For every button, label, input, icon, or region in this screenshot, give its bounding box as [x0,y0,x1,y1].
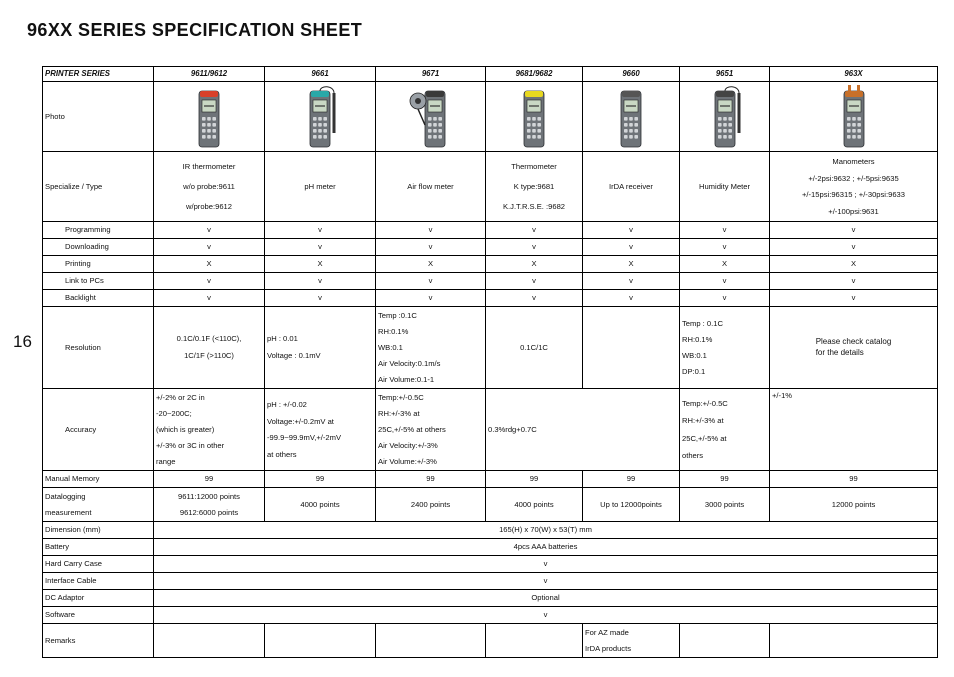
feature-row-link-to-pcs [43,273,938,290]
header-row [43,67,938,82]
resolution-row [43,307,938,389]
common-label: Software [43,607,154,624]
accuracy-cell: +/-1% [770,389,938,471]
memory-value: 99 [680,471,770,488]
datalogging-cell [154,488,265,522]
specialize-row [43,152,938,222]
specialize-cell [770,152,938,222]
cell-line: measurement [45,507,92,517]
feature-value: v [376,273,486,290]
cell-line: +/-15psi:96315 ; +/-30psi:9633 [801,190,905,199]
specialize-cell: Humidity Meter [680,152,770,222]
cell-line: RH:0.1% [378,326,409,336]
cell-line: Temp:+/-0.5C [378,392,424,402]
memory-value: 99 [583,471,680,488]
common-value: v [154,573,938,590]
photo-row [43,82,938,152]
header-label: PRINTER SERIES [43,67,154,82]
cell-line: +/-2% or 2C in [156,392,205,402]
cell-line: RH:0.1% [682,334,713,344]
resolution-cell [583,307,680,389]
photo-cell [680,82,770,152]
cell-line: For AZ made [585,627,629,637]
thermometer-meter-icon [519,85,549,149]
photo-cell [583,82,680,152]
resolution-cell: 0.1C/1C [486,307,583,389]
feature-value: v [486,239,583,256]
resolution-cell [770,307,938,389]
remarks-cell [265,624,376,658]
resolution-cell [154,307,265,389]
cell-line: (which is greater) [156,424,215,434]
model-header: 9660 [583,67,680,82]
page-number: 16 [13,332,32,351]
memory-value: 99 [486,471,583,488]
cell-line: Temp :0.1C [378,310,417,320]
memory-value: 99 [154,471,265,488]
specialize-cell [154,152,265,222]
feature-value: X [680,256,770,273]
cell-line: Voltage : 0.1mV [267,351,321,361]
cell-line: Datalogging [45,491,86,501]
cell-line: Manometers [832,157,875,166]
feature-row-backlight [43,290,938,307]
accuracy-cell [265,389,376,471]
photo-cell [265,82,376,152]
cell-line: Please check catalog [815,336,892,346]
model-header: 9681/9682 [486,67,583,82]
remarks-cell [486,624,583,658]
datalogging-value: 4000 points [265,488,376,522]
feature-value: X [486,256,583,273]
datalogging-value: 12000 points [770,488,938,522]
feature-value: v [265,239,376,256]
feature-label: Programming [43,222,154,239]
feature-row-printing [43,256,938,273]
memory-value: 99 [770,471,938,488]
specialize-cell: Air flow meter [376,152,486,222]
datalogging-value: 2400 points [376,488,486,522]
cell-line: 9612:6000 points [179,507,239,517]
feature-row-downloading [43,239,938,256]
cell-line: pH : 0.01 [267,334,298,344]
software-row [43,607,938,624]
common-label: Dimension (mm) [43,522,154,539]
memory-value: 99 [376,471,486,488]
accuracy-cell [154,389,265,471]
cell-line: 9611:12000 points [178,491,240,501]
interface-cable-row [43,573,938,590]
ph-meter-icon [303,85,337,149]
feature-value: v [486,273,583,290]
resolution-label: Resolution [43,307,154,389]
cell-line: 0.1C/0.1F (<110C), [176,334,242,344]
remarks-cell [583,624,680,658]
remarks-cell [154,624,265,658]
feature-value: X [154,256,265,273]
specialize-label: Specialize / Type [43,152,154,222]
cell-line: for the details [815,347,864,357]
feature-value: v [154,273,265,290]
model-header: 963X [770,67,938,82]
specialize-cell: pH meter [265,152,376,222]
accuracy-row [43,389,938,471]
ir-thermometer-meter-icon [194,85,224,149]
cell-line: 25C,+/-5% at [682,433,727,443]
feature-value: v [486,290,583,307]
photo-cell [486,82,583,152]
carry-case-row [43,556,938,573]
common-value: 165(H) x 70(W) x 53(T) mm [154,522,938,539]
feature-value: X [770,256,938,273]
cell-line: at others [267,449,297,459]
feature-value: v [376,222,486,239]
feature-value: X [583,256,680,273]
feature-value: v [770,222,938,239]
feature-value: v [154,290,265,307]
accuracy-cell [680,389,770,471]
feature-value: v [265,273,376,290]
specialize-cell: IrDA receiver [583,152,680,222]
feature-label: Downloading [43,239,154,256]
feature-value: v [583,239,680,256]
cell-line: 1C/1F (>110C) [184,351,234,361]
dimension-row [43,522,938,539]
cell-line: Air Volume:0.1-1 [378,374,435,384]
remarks-cell [770,624,938,658]
photo-label: Photo [43,82,154,152]
common-value: 4pcs AAA batteries [154,539,938,556]
common-label: DC Adaptor [43,590,154,607]
photo-cell [376,82,486,152]
feature-label: Backlight [43,290,154,307]
accuracy-cell: 0.3%rdg+0.7C [486,389,680,471]
page-title: 96XX SERIES SPECIFICATION SHEET [27,20,363,40]
cell-line: -20~200C; [156,408,192,418]
feature-label: Link to PCs [43,273,154,290]
common-value: v [154,607,938,624]
cell-line: IrDA products [585,643,632,653]
accuracy-cell [376,389,486,471]
cell-line: pH : +/-0.02 [267,400,307,409]
photo-cell [770,82,938,152]
feature-value: v [680,222,770,239]
cell-line: K.J.T.R.S.E. :9682 [502,201,566,211]
cell-line: w/o probe:9611 [183,181,235,191]
feature-value: v [376,290,486,307]
cell-line: Temp:+/-0.5C [682,398,728,408]
feature-value: v [770,273,938,290]
resolution-cell [265,307,376,389]
accuracy-label: Accuracy [43,389,154,471]
model-header: 9611/9612 [154,67,265,82]
cell-line: K type:9681 [513,181,555,191]
cell-line: RH:+/-3% at [378,408,420,418]
feature-value: v [154,222,265,239]
cell-line: Air Velocity:+/-3% [378,440,438,450]
resolution-cell [680,307,770,389]
cell-line: WB:0.1 [682,350,707,360]
datalogging-row [43,488,938,522]
common-label: Interface Cable [43,573,154,590]
dc-adaptor-row [43,590,938,607]
battery-row [43,539,938,556]
memory-value: 99 [265,471,376,488]
datalogging-value: Up to 12000points [583,488,680,522]
feature-value: v [583,290,680,307]
cell-line: Temp : 0.1C [682,318,723,328]
feature-value: X [265,256,376,273]
cell-line: +/-2psi:9632 ; +/-5psi:9635 [808,173,899,183]
manual-memory-row [43,471,938,488]
datalogging-value: 3000 points [680,488,770,522]
photo-cell [154,82,265,152]
remarks-cell [680,624,770,658]
cell-line: Voltage:+/-0.2mV at [267,416,334,426]
cell-line: DP:0.1 [682,366,706,376]
cell-line: -99.9~99.9mV,+/-2mV [267,433,342,442]
feature-value: X [376,256,486,273]
common-value: v [154,556,938,573]
feature-value: v [770,290,938,307]
manual-memory-label: Manual Memory [43,471,154,488]
cell-line: w/probe:9612 [185,201,233,211]
model-header: 9651 [680,67,770,82]
cell-line: +/-3% or 3C in other [156,440,225,450]
irda-receiver-icon [616,85,646,149]
feature-value: v [486,222,583,239]
cell-line: +/-100psi:9631 [828,206,879,216]
feature-value: v [583,222,680,239]
feature-value: v [680,273,770,290]
model-header: 9671 [376,67,486,82]
feature-value: v [376,239,486,256]
feature-value: v [583,273,680,290]
feature-value: v [154,239,265,256]
specification-table [42,66,938,658]
remarks-label: Remarks [43,624,154,658]
resolution-cell [376,307,486,389]
feature-row-programming [43,222,938,239]
specialize-cell [486,152,583,222]
cell-line: Thermometer [511,161,557,171]
feature-value: v [265,222,376,239]
feature-label: Printing [43,256,154,273]
cell-line: others [682,451,704,460]
cell-line: IR thermometer [182,161,236,171]
humidity-meter-icon [705,85,745,149]
remarks-cell [376,624,486,658]
common-label: Hard Carry Case [43,556,154,573]
feature-value: v [680,239,770,256]
cell-line: 25C,+/-5% at others [378,424,446,434]
cell-line: Air Velocity:0.1m/s [378,358,441,368]
cell-line: Air Volume:+/-3% [378,456,437,466]
feature-value: v [265,290,376,307]
feature-value: v [680,290,770,307]
datalogging-value: 4000 points [486,488,583,522]
common-label: Battery [43,539,154,556]
remarks-row [43,624,938,658]
datalogging-label [43,488,154,522]
cell-line: WB:0.1 [378,342,403,352]
feature-value: v [770,239,938,256]
cell-line: range [156,456,176,466]
manometer-icon [839,85,869,149]
model-header: 9661 [265,67,376,82]
common-value: Optional [154,590,938,607]
cell-line: RH:+/-3% at [682,416,724,425]
airflow-meter-icon [409,85,453,149]
